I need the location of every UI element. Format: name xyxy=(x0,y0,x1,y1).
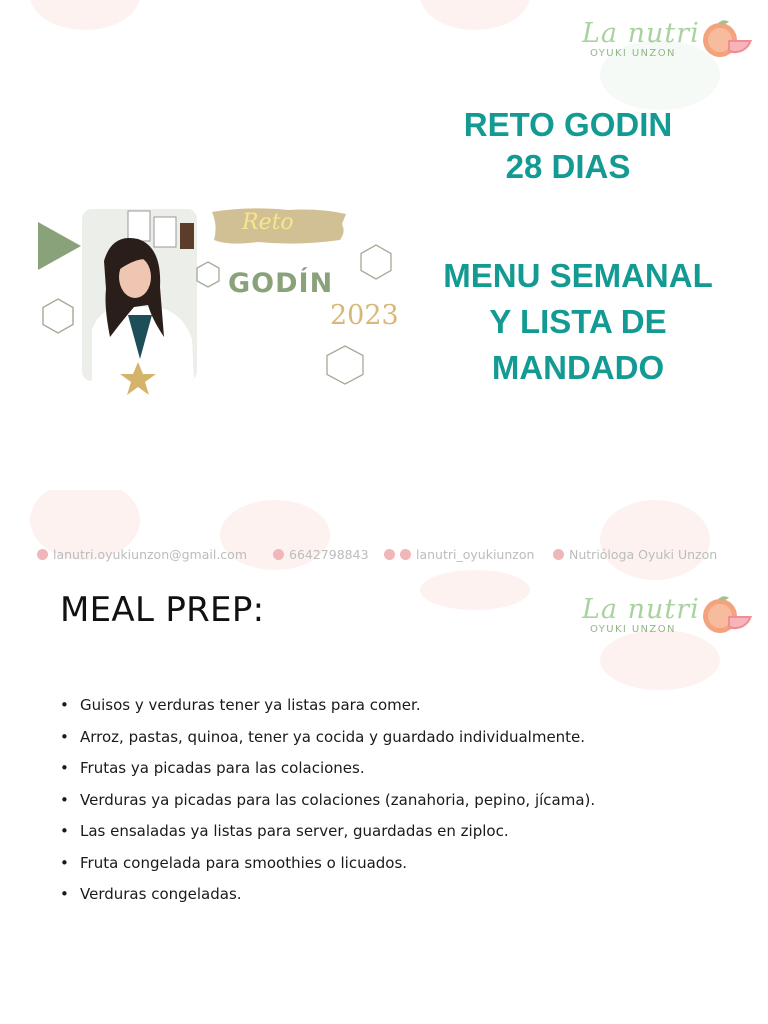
hexagon-icon xyxy=(194,260,222,290)
subtitle-line: Y LISTA DE xyxy=(489,303,667,341)
mail-icon xyxy=(37,549,48,560)
list-item: • Verduras congeladas. xyxy=(60,884,595,916)
list-item: • Las ensaladas ya listas para server, guardadas en ziploc. xyxy=(60,821,595,853)
list-item: • Guisos y verduras tener ya listas para comer. xyxy=(60,695,595,727)
social-text: lanutri_oyukiunzon xyxy=(416,547,535,562)
facebook-icon xyxy=(553,549,564,560)
meal-prep-list xyxy=(60,695,595,916)
year-text: 2023 xyxy=(330,300,399,331)
title-block xyxy=(408,104,728,188)
cover-slide xyxy=(0,0,768,490)
logo-subtitle: OYUKI UNZON xyxy=(590,624,676,635)
brand-logo xyxy=(582,592,762,662)
phone-contact xyxy=(273,547,369,562)
email-text: lanutri.oyukiunzon@gmail.com xyxy=(53,547,248,562)
list-item: • Fruta congelada para smoothies o licuados. xyxy=(60,853,595,885)
subtitle-block xyxy=(418,253,738,392)
logo-script-text: La nutri xyxy=(582,594,700,625)
banner-reto-text: Reto xyxy=(242,210,294,235)
meal-prep-slide xyxy=(0,490,768,1024)
social-contact xyxy=(384,547,534,562)
subtitle-line: MENU SEMANAL xyxy=(443,257,713,294)
meal-prep-title: MEAL PREP: xyxy=(60,590,265,630)
facebook-text: Nutrióloga Oyuki Unzon xyxy=(569,547,718,562)
watermark xyxy=(420,570,530,610)
list-item: • Arroz, pastas, quinoa, tener ya cocida y guardado individualmente. xyxy=(60,727,595,759)
logo-subtitle: OYUKI UNZON xyxy=(590,48,676,59)
godin-text: GODÍN xyxy=(228,268,334,299)
phone-icon xyxy=(273,549,284,560)
list-item: • Frutas ya picadas para las colaciones. xyxy=(60,758,595,790)
hexagon-icon xyxy=(322,344,368,386)
facebook-contact xyxy=(553,547,717,562)
title-line: 28 DIAS xyxy=(505,148,631,186)
fruit-logo-icon xyxy=(698,16,754,62)
subtitle-line: MANDADO xyxy=(491,349,665,387)
tiktok-icon xyxy=(400,549,411,560)
title-line: RETO GODIN xyxy=(463,106,673,143)
fruit-logo-icon xyxy=(698,592,754,638)
hexagon-icon xyxy=(356,242,396,282)
play-triangle-icon xyxy=(36,220,84,272)
logo-script-text: La nutri xyxy=(582,18,700,49)
email-contact xyxy=(37,547,247,562)
watermark xyxy=(30,0,140,30)
phone-text: 6642798843 xyxy=(289,547,369,562)
star-icon xyxy=(118,360,158,398)
watermark xyxy=(420,0,530,30)
list-item: • Verduras ya picadas para las colaciones (zanahoria, pepino, jícama). xyxy=(60,790,595,822)
watermark xyxy=(600,500,710,580)
brand-logo xyxy=(582,16,762,86)
nutritionist-photo xyxy=(82,209,197,381)
hexagon-icon xyxy=(38,296,78,336)
instagram-icon xyxy=(384,549,395,560)
